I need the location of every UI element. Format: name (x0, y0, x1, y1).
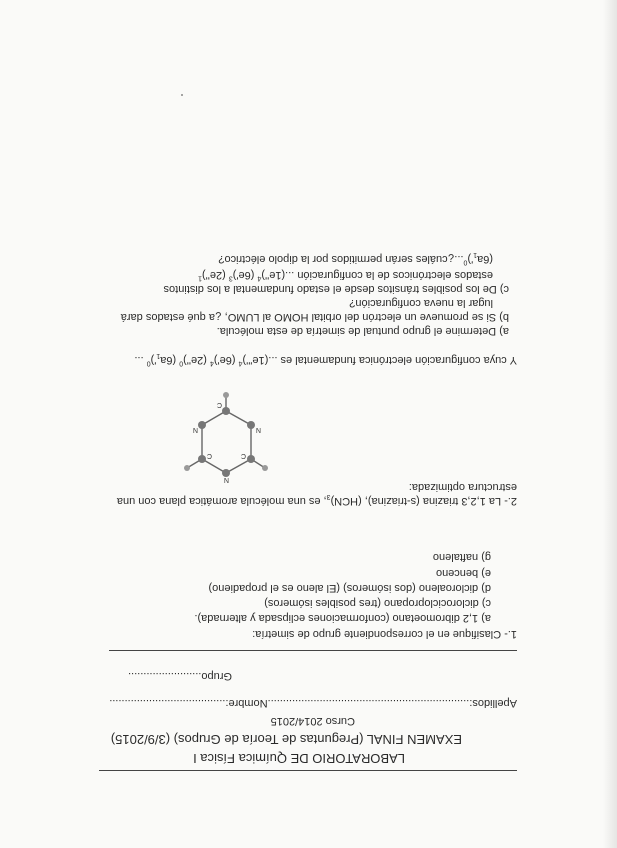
q1-item-c: c) diclorociclopropano (tres posibles isómeros) (264, 597, 491, 609)
atom-n-1 (198, 421, 206, 429)
grupo-label: Grupo (201, 670, 232, 682)
atom-h-3 (223, 392, 229, 398)
q1-item-g: g) naftaleno (432, 551, 491, 563)
q2-item-b-line2: lugar la nueva configuración? (349, 297, 493, 309)
nombre-label: Nombre: (225, 697, 268, 709)
grupo-line (128, 669, 232, 682)
ring-bond-3 (226, 411, 251, 425)
ring-bond-2 (202, 411, 226, 425)
atom-label-c-1: C (206, 452, 212, 459)
course-label: Curso 2014/2015 (270, 715, 355, 727)
q2-item-c-line3: $(6a_1')^0...¿cuáles$ serán permitidos por la dipolo eléctrico? (218, 250, 493, 266)
atom-c-1 (198, 455, 206, 463)
apellidos-line (109, 696, 517, 709)
atom-label-n-2: N (255, 426, 261, 433)
header-top-rule (99, 770, 517, 771)
scan-speck (181, 94, 183, 96)
nombre-field[interactable]: ...................................... (109, 697, 226, 709)
apellidos-field[interactable]: .................................................................. (267, 697, 470, 709)
atom-label-c-3: C (240, 452, 246, 459)
grupo-field[interactable]: ........................ (128, 670, 202, 682)
q2-config-line: Y cuya configuración electrónica fundamental es $...(1e''')^4$ $(6e')^4$ $(2e'')^0$ $(6a_1')^0$ ... (134, 351, 517, 367)
atom-label-c-2: C (216, 401, 222, 408)
q2-item-c-line1: c) De los posibles tránsitos desde el estado fundamental a los distintos (163, 283, 509, 295)
header-bottom-rule (109, 650, 517, 651)
q1-item-e: e) benceno (435, 567, 491, 579)
atom-label-n-1: N (192, 426, 198, 433)
atom-c-2 (222, 407, 230, 415)
q2-stem-line2: estructura optimizada: (408, 481, 517, 493)
apellidos-label: Apellidos: (469, 697, 517, 709)
atom-c-3 (247, 455, 255, 463)
q2-item-b-line1: b) Si se promueve un electrón del orbital HOMO al LUMO, ¿a qué estados dará (120, 311, 509, 323)
ring-bond-6 (202, 459, 226, 473)
q2-stem-line1: 2.- La 1,2,3 triazina (s-triazina), $(HCN)_3$, es una molécula aromática plana con una (116, 492, 517, 507)
q2-item-a: a) Determine el grupo puntual de simetría de esta molécula. (216, 325, 509, 337)
exam-title: EXAMEN FINAL (Preguntas de Teoría de Grupos) (3/9/2015) (110, 732, 462, 747)
ring-bond-5 (226, 459, 251, 473)
lab-title: LABORATORIO DE Química Física I (193, 751, 405, 766)
triazine-molecule-diagram (172, 388, 272, 488)
q1-item-d: d) dicloroaleno (dos isómeros) (El aleno es el propadieno) (208, 582, 491, 594)
q2-item-c-line2: estados electrónicos de la configuración $...(1e'')^4$ $(6e')^3$ $(2e'')^1$ (198, 269, 493, 282)
scan-edge-shadow (603, 0, 617, 848)
q1-item-a: a) 1,2 dibromoetano (conformaciones eclipsada y alternada). (194, 612, 491, 624)
atom-h-1 (184, 465, 190, 471)
atom-h-2 (262, 465, 268, 471)
atom-n-2 (247, 421, 255, 429)
q1-stem: 1.- Clasifique en el correspondiente grupo de simetría: (252, 628, 517, 640)
atom-label-n-3: N (223, 476, 229, 483)
